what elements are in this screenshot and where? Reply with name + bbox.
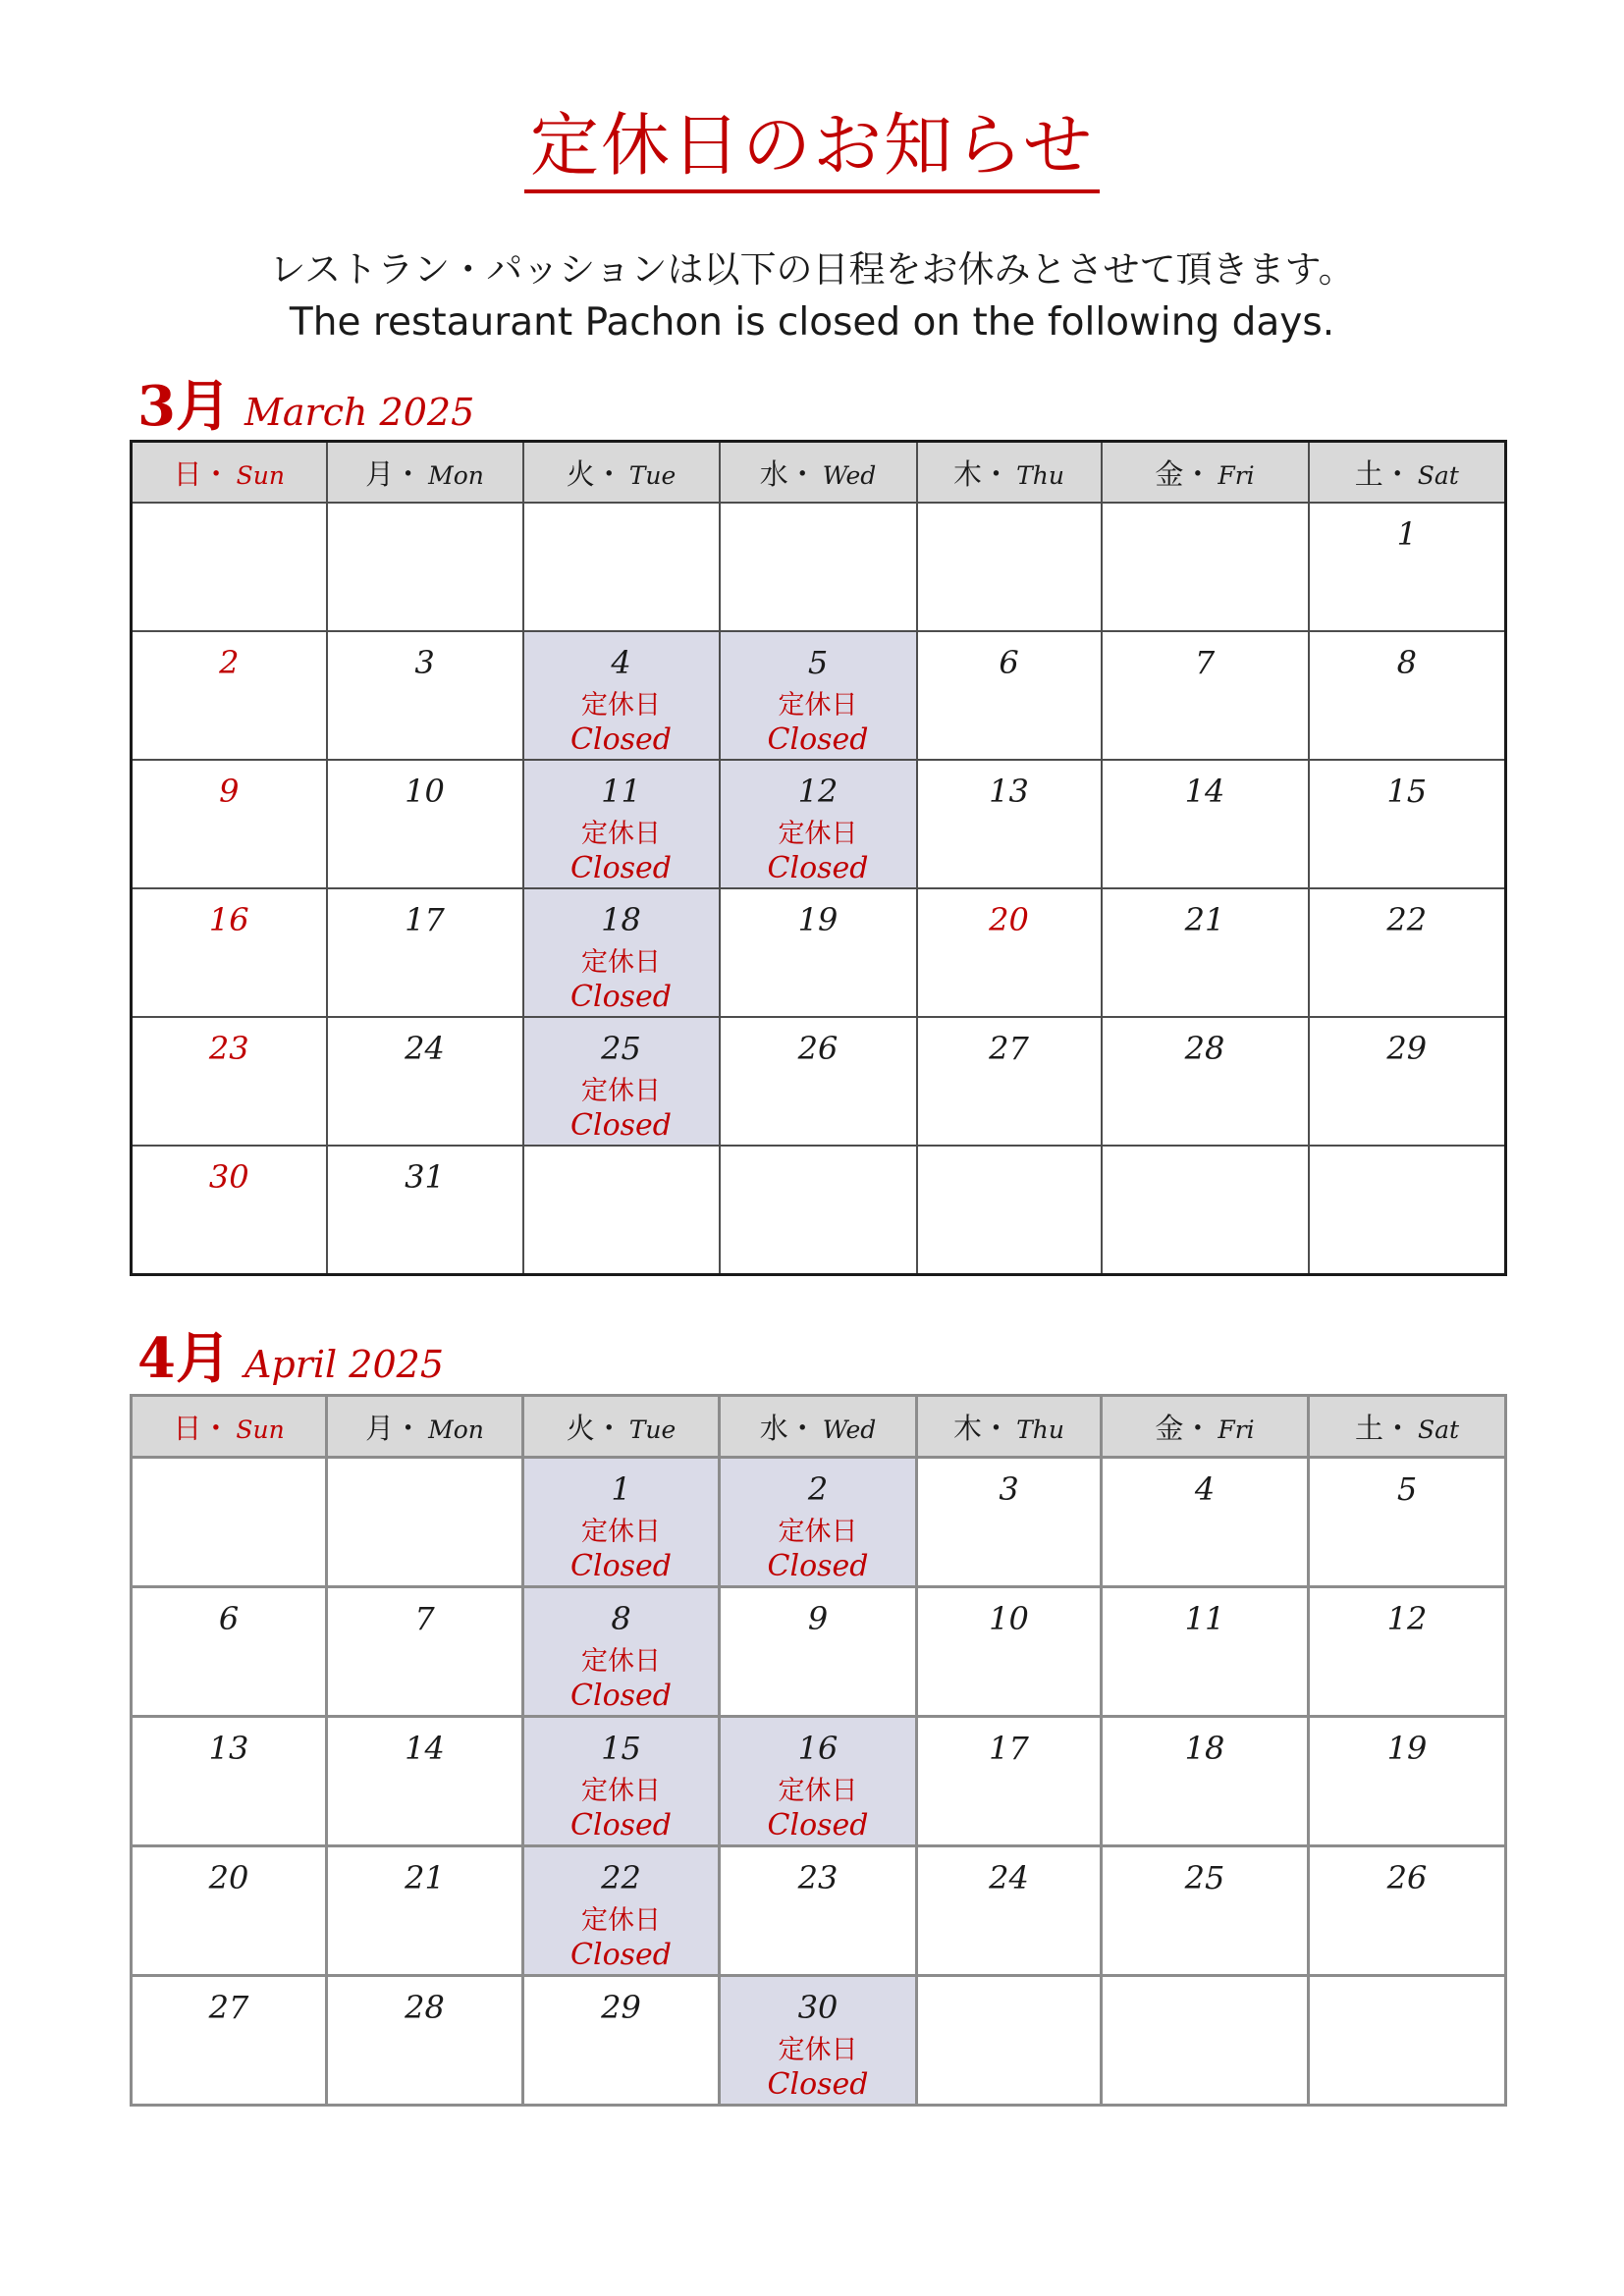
weekday-header-fri (1102, 1396, 1309, 1458)
day-cell (1309, 631, 1506, 760)
day-cell (327, 1717, 523, 1846)
day-cell (327, 1976, 523, 2106)
day-number: 9 (219, 773, 240, 810)
weekday-separator: ・ (1382, 456, 1412, 491)
day-cell (132, 1717, 327, 1846)
day-cell (523, 1976, 720, 2106)
closed-label-ja: 定休日 (778, 690, 858, 721)
day-cell (1102, 1846, 1309, 1976)
day-number: 28 (1184, 1030, 1225, 1067)
weekday-header-sat (1309, 1396, 1506, 1458)
day-number: 30 (208, 1158, 249, 1196)
weekday-header-fri (1102, 442, 1309, 504)
empty-day-cell (1102, 503, 1309, 631)
month-heading-april (137, 1315, 444, 1394)
weekday-header-thu (917, 1396, 1102, 1458)
day-cell (132, 1017, 327, 1146)
weekday-header-thu (917, 442, 1102, 504)
day-cell (132, 631, 327, 760)
day-number: 8 (1396, 644, 1417, 681)
day-number: 11 (1184, 1600, 1225, 1637)
day-cell (1309, 1458, 1506, 1587)
calendar-week-row (132, 1017, 1506, 1146)
day-cell (917, 760, 1102, 888)
day-cell (720, 888, 917, 1017)
empty-day-cell (1309, 1146, 1506, 1275)
calendar-week-row (132, 760, 1506, 888)
day-number: 27 (989, 1030, 1029, 1067)
closed-label-en: Closed (570, 1107, 672, 1143)
closed-day-cell (523, 1458, 720, 1587)
day-number: 11 (601, 773, 641, 810)
closed-label-en: Closed (570, 979, 672, 1014)
day-number: 8 (611, 1600, 631, 1637)
empty-day-cell (327, 1458, 523, 1587)
weekday-en: Mon (428, 1415, 484, 1444)
weekday-separator: ・ (1382, 1411, 1412, 1445)
day-cell (1309, 1017, 1506, 1146)
empty-day-cell (720, 1146, 917, 1275)
day-cell (327, 888, 523, 1017)
weekday-separator: ・ (787, 456, 817, 491)
day-number: 26 (797, 1030, 839, 1067)
day-cell (1309, 1846, 1506, 1976)
empty-day-cell (523, 503, 720, 631)
day-number: 30 (797, 1989, 839, 2026)
day-cell (132, 1587, 327, 1717)
weekday-en: Thu (1016, 460, 1064, 490)
day-number: 2 (807, 1470, 829, 1508)
day-number: 10 (405, 773, 445, 810)
closed-label-en: Closed (767, 721, 869, 757)
day-cell (720, 1017, 917, 1146)
weekday-en: Sat (1417, 460, 1459, 490)
day-number: 31 (405, 1158, 445, 1196)
day-cell (1102, 631, 1309, 760)
calendar-week-row (132, 1976, 1506, 2106)
day-number: 23 (208, 1030, 249, 1067)
closed-day-cell (720, 631, 917, 760)
weekday-header-tue (523, 1396, 720, 1458)
weekday-separator: ・ (1183, 1411, 1213, 1445)
weekday-en: Sun (236, 460, 285, 490)
closed-day-cell (720, 1458, 917, 1587)
weekday-separator: ・ (594, 1411, 623, 1445)
day-cell (917, 631, 1102, 760)
closed-label-ja: 定休日 (581, 1076, 661, 1107)
closed-label-en: Closed (570, 1807, 672, 1842)
day-number: 12 (797, 773, 839, 810)
closed-day-cell (523, 1846, 720, 1976)
day-number: 5 (807, 644, 829, 681)
day-cell (132, 1976, 327, 2106)
empty-day-cell (917, 1146, 1102, 1275)
weekday-en: Sun (236, 1415, 285, 1444)
day-number: 23 (797, 1859, 839, 1896)
day-number: 13 (989, 773, 1029, 810)
day-cell (917, 1717, 1102, 1846)
weekday-ja: 火 (566, 456, 595, 491)
empty-day-cell (917, 1976, 1102, 2106)
weekday-en: Sat (1417, 1415, 1460, 1444)
weekday-header-mon (327, 1396, 523, 1458)
closed-label-ja: 定休日 (581, 1905, 661, 1937)
day-cell (1102, 1717, 1309, 1846)
day-cell (1102, 760, 1309, 888)
day-cell (1102, 1458, 1309, 1587)
calendar-week-row (132, 1846, 1506, 1976)
day-cell (1309, 503, 1506, 631)
calendar-week-row (132, 503, 1506, 631)
day-cell (327, 1846, 523, 1976)
day-cell (1309, 1717, 1506, 1846)
day-number: 6 (999, 644, 1019, 681)
day-cell (720, 1587, 917, 1717)
weekday-separator: ・ (394, 456, 423, 491)
month-heading-ja: 3月 (137, 374, 231, 439)
closed-label-en: Closed (570, 1548, 672, 1583)
weekday-ja: 日 (173, 456, 202, 491)
day-number: 14 (405, 1730, 445, 1767)
weekday-ja: 火 (566, 1411, 595, 1445)
calendar-april (130, 1394, 1507, 2107)
month-heading-ja: 4月 (137, 1326, 231, 1391)
day-number: 3 (414, 644, 435, 681)
weekday-ja: 月 (365, 456, 395, 491)
day-cell (720, 1846, 917, 1976)
day-number: 5 (1396, 1470, 1418, 1508)
day-cell (1102, 1017, 1309, 1146)
weekday-header-wed (720, 442, 917, 504)
weekday-ja: 土 (1354, 456, 1383, 491)
weekday-header-sun (132, 1396, 327, 1458)
weekday-ja: 金 (1155, 456, 1184, 491)
weekday-separator: ・ (982, 1411, 1011, 1445)
closed-label-en: Closed (570, 1678, 672, 1713)
day-cell (327, 1017, 523, 1146)
weekday-ja: 水 (759, 1411, 788, 1445)
day-cell (327, 760, 523, 888)
day-cell (917, 1017, 1102, 1146)
weekday-separator: ・ (594, 456, 623, 491)
weekday-header-mon (327, 442, 523, 504)
day-cell (132, 888, 327, 1017)
day-number: 4 (611, 644, 631, 681)
closed-day-cell (523, 631, 720, 760)
closed-label-en: Closed (767, 850, 869, 885)
empty-day-cell (1102, 1146, 1309, 1275)
closed-label-ja: 定休日 (581, 1776, 661, 1807)
closed-day-cell (720, 760, 917, 888)
closed-day-cell (523, 1717, 720, 1846)
empty-day-cell (720, 503, 917, 631)
day-number: 9 (807, 1600, 829, 1637)
weekday-ja: 金 (1155, 1411, 1184, 1445)
empty-day-cell (1309, 1976, 1506, 2106)
day-number: 13 (208, 1730, 249, 1767)
weekday-en: Wed (822, 460, 877, 490)
calendar-march (130, 440, 1507, 1276)
day-number: 7 (1194, 644, 1216, 681)
weekday-separator: ・ (1183, 456, 1213, 491)
day-number: 22 (1386, 901, 1428, 938)
day-number: 1 (611, 1470, 631, 1508)
day-number: 22 (601, 1859, 641, 1896)
weekday-en: Tue (628, 1415, 677, 1444)
day-cell (1309, 1587, 1506, 1717)
calendar-week-row (132, 1587, 1506, 1717)
day-number: 20 (989, 901, 1029, 938)
closed-label-en: Closed (570, 1937, 672, 1972)
closed-label-ja: 定休日 (581, 1517, 661, 1548)
weekday-ja: 月 (365, 1411, 395, 1445)
day-number: 25 (1184, 1859, 1225, 1896)
day-cell (1309, 888, 1506, 1017)
weekday-ja: 日 (173, 1411, 202, 1445)
weekday-header-wed (720, 1396, 917, 1458)
empty-day-cell (132, 1458, 327, 1587)
subtitle-japanese: レストラン・パッションは以下の日程をお休みとさせて頂きます。 (269, 248, 1355, 291)
day-number: 1 (1396, 515, 1417, 553)
empty-day-cell (523, 1146, 720, 1275)
closed-label-ja: 定休日 (581, 690, 661, 721)
day-number: 18 (601, 901, 641, 938)
weekday-header-tue (523, 442, 720, 504)
day-cell (917, 1846, 1102, 1976)
weekday-ja: 水 (759, 456, 788, 491)
closed-day-cell (720, 1976, 917, 2106)
weekday-separator: ・ (982, 456, 1011, 491)
closed-label-ja: 定休日 (778, 819, 858, 850)
day-cell (917, 888, 1102, 1017)
calendar-week-row (132, 631, 1506, 760)
closed-label-en: Closed (570, 721, 672, 757)
empty-day-cell (1102, 1976, 1309, 2106)
empty-day-cell (917, 503, 1102, 631)
day-number: 26 (1386, 1859, 1428, 1896)
day-number: 2 (219, 644, 240, 681)
day-cell (327, 1587, 523, 1717)
weekday-ja: 木 (953, 456, 983, 491)
day-number: 29 (601, 1989, 641, 2026)
month-heading-march (137, 363, 474, 442)
day-number: 19 (1386, 1730, 1428, 1767)
day-number: 29 (1386, 1030, 1428, 1067)
day-number: 10 (989, 1600, 1029, 1637)
weekday-header-sat (1309, 442, 1506, 504)
weekday-separator: ・ (787, 1411, 817, 1445)
day-cell (917, 1458, 1102, 1587)
page-title: 定休日のお知らせ (524, 106, 1100, 193)
day-number: 3 (999, 1470, 1019, 1508)
calendar-week-row (132, 888, 1506, 1017)
closed-day-cell (720, 1717, 917, 1846)
day-number: 21 (405, 1859, 445, 1896)
weekday-en: Fri (1218, 460, 1255, 490)
weekday-separator: ・ (201, 456, 231, 491)
day-number: 16 (797, 1730, 839, 1767)
day-number: 19 (797, 901, 839, 938)
closed-day-cell (523, 888, 720, 1017)
weekday-ja: 土 (1354, 1411, 1383, 1445)
day-cell (132, 1846, 327, 1976)
weekday-en: Thu (1016, 1415, 1064, 1444)
closed-label-ja: 定休日 (778, 1776, 858, 1807)
day-number: 17 (405, 901, 445, 938)
day-number: 12 (1386, 1600, 1428, 1637)
closed-label-en: Closed (767, 2066, 869, 2102)
day-number: 24 (405, 1030, 445, 1067)
day-cell (327, 1146, 523, 1275)
closed-label-en: Closed (767, 1807, 869, 1842)
closed-label-ja: 定休日 (581, 1646, 661, 1678)
subtitle-english: The restaurant Pachon is closed on the following days. (289, 300, 1335, 345)
calendar-week-row (132, 1717, 1506, 1846)
day-cell (132, 760, 327, 888)
weekday-en: Wed (822, 1415, 877, 1444)
day-number: 7 (414, 1600, 435, 1637)
month-heading-en: April 2025 (244, 1343, 444, 1386)
empty-day-cell (327, 503, 523, 631)
day-cell (1309, 760, 1506, 888)
day-number: 24 (989, 1859, 1029, 1896)
day-number: 15 (601, 1730, 641, 1767)
day-cell (1102, 888, 1309, 1017)
closed-label-en: Closed (570, 850, 672, 885)
day-number: 28 (405, 1989, 445, 2026)
weekday-separator: ・ (394, 1411, 423, 1445)
empty-day-cell (132, 503, 327, 631)
day-number: 20 (208, 1859, 249, 1896)
weekday-ja: 木 (953, 1411, 983, 1445)
weekday-en: Fri (1218, 1415, 1255, 1444)
day-number: 25 (601, 1030, 641, 1067)
day-number: 27 (208, 1989, 249, 2026)
calendar-week-row (132, 1458, 1506, 1587)
day-number: 16 (208, 901, 249, 938)
day-number: 18 (1184, 1730, 1225, 1767)
weekday-header-sun (132, 442, 327, 504)
weekday-en: Mon (428, 460, 484, 490)
closed-label-ja: 定休日 (581, 947, 661, 979)
closed-day-cell (523, 1587, 720, 1717)
day-number: 15 (1386, 773, 1428, 810)
day-cell (132, 1146, 327, 1275)
calendar-week-row (132, 1146, 1506, 1275)
month-heading-en: March 2025 (244, 391, 475, 434)
day-cell (1102, 1587, 1309, 1717)
closed-day-cell (523, 1017, 720, 1146)
day-number: 6 (218, 1600, 240, 1637)
day-cell (327, 631, 523, 760)
closed-day-cell (523, 760, 720, 888)
day-number: 14 (1184, 773, 1225, 810)
weekday-en: Tue (628, 460, 677, 490)
closed-label-en: Closed (767, 1548, 869, 1583)
weekday-separator: ・ (201, 1411, 231, 1445)
day-number: 17 (989, 1730, 1029, 1767)
closed-label-ja: 定休日 (581, 819, 661, 850)
day-number: 21 (1184, 901, 1225, 938)
day-cell (917, 1587, 1102, 1717)
day-number: 4 (1194, 1470, 1216, 1508)
closed-label-ja: 定休日 (778, 2035, 858, 2066)
closed-label-ja: 定休日 (778, 1517, 858, 1548)
